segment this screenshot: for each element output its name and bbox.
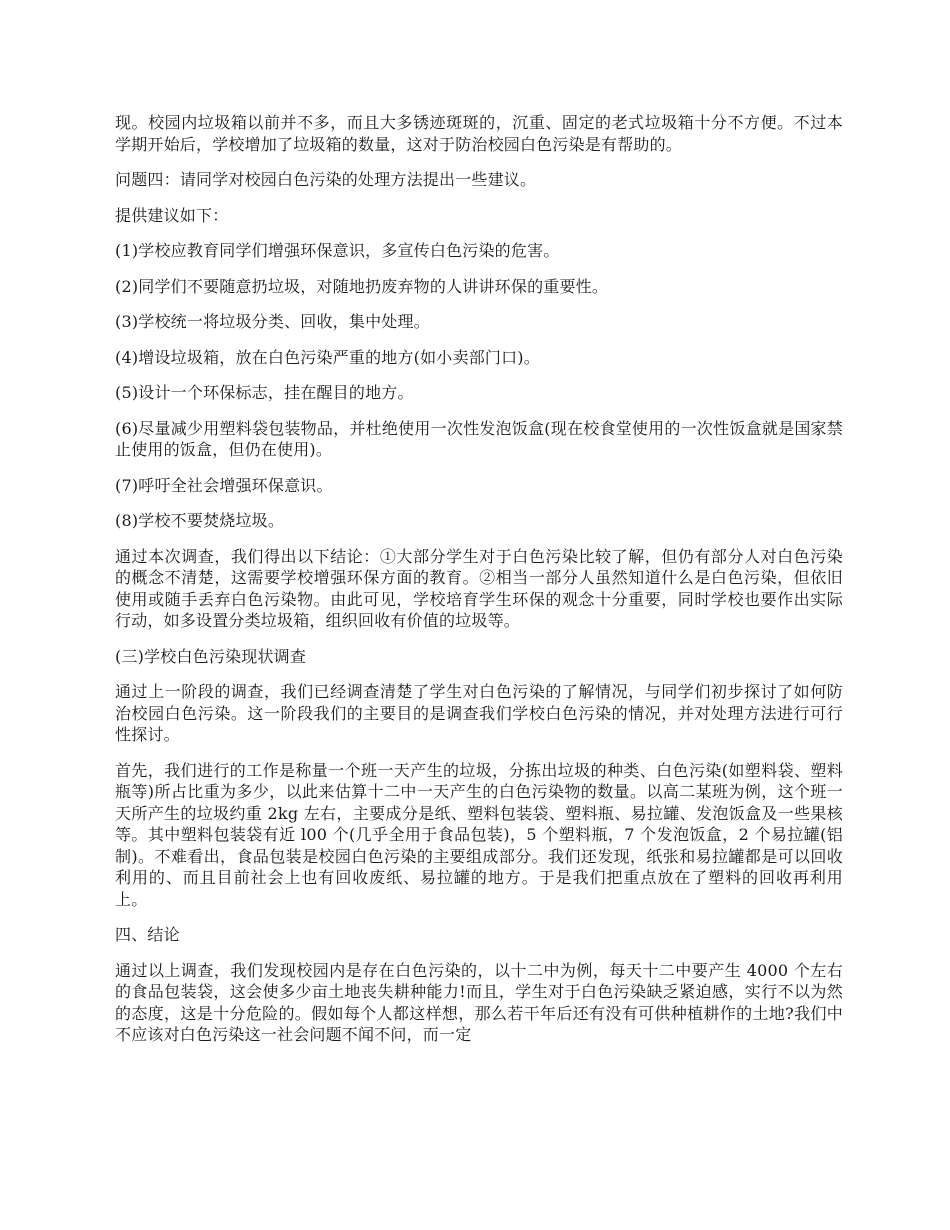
suggestion-item-1: (1)学校应教育同学们增强环保意识，多宣传白色污染的危害。	[115, 241, 560, 260]
section-three-intro: 通过上一阶段的调查，我们已经调查清楚了学生对白色污染的了解情况，与同学们初步探讨了如何防治校园白色污染。这一阶段我们的主要目的是调查我们学校白色污染的情况，并对处理方法进行可行性探讨。	[115, 682, 843, 744]
suggestion-item-3: (3)学校统一将垃圾分类、回收，集中处理。	[115, 312, 430, 331]
question-four-heading: 问题四：请同学对校园白色污染的处理方法提出一些建议。	[115, 170, 537, 189]
suggestion-item-8: (8)学校不要焚烧垃圾。	[115, 511, 285, 530]
section-three-heading: (三)学校白色污染现状调查	[115, 646, 307, 666]
document-body	[115, 112, 843, 1060]
suggestion-item-2: (2)同学们不要随意扔垃圾，对随地扔废弃物的人讲讲环保的重要性。	[115, 276, 609, 296]
survey-conclusion-paragraph: 通过本次调查，我们得出以下结论：①大部分学生对于白色污染比较了解，但仍有部分人对白色污染的概念不清楚，这需要学校增强环保方面的教育。②相当一部分人虽然知道什么是白色污染，但依旧使用或随手丢弃白色污染物。由此可见，学校培育学生环保的观念十分重要，同时学校也要作出实际行动，如多设置分类垃圾箱，组织回收有价值的垃圾等。	[115, 546, 843, 630]
suggestion-item-7: (7)呼吁全社会增强环保意识。	[115, 475, 333, 495]
section-three-findings: 首先，我们进行的工作是称量一个班一天产生的垃圾，分拣出垃圾的种类、白色污染(如塑料袋、塑料瓶等)所占比重为多少，以此来估算十二中一天产生的白色污染物的数量。以高二某班为例，这个班一天所产生的垃圾约重 2kg 左右，主要成分是纸、塑料包装袋、塑料瓶、易拉罐、发泡饭盒及一些果核等。其中塑料包装袋有近 l00 个(几乎全用于食品包装)，5 个塑料瓶，7 个发泡饭盒，2 个易拉罐(铝制)。不难看出，食品包装是校园白色污染的主要组成部分。我们还发现，纸张和易拉罐都是可以回收利用的、而且目前社会上也有回收废纸、易拉罐的地方。于是我们把重点放在了塑料的回收再利用上。	[115, 760, 843, 909]
paragraph-continuation: 现。校园内垃圾箱以前并不多，而且大多锈迹斑斑的，沉重、固定的老式垃圾箱十分不方便。不过本学期开始后，学校增加了垃圾箱的数量，这对于防治校园白色污染是有帮助的。	[115, 113, 843, 154]
suggestions-intro: 提供建议如下：	[115, 205, 229, 225]
suggestion-item-5: (5)设计一个环保标志，挂在醒目的地方。	[115, 383, 414, 402]
suggestion-item-6: (6)尽量减少用塑料袋包装物品，并杜绝使用一次性发泡饭盒(现在校食堂使用的一次性饭盒就是国家禁止使用的饭盒，但仍在使用)。	[115, 418, 843, 459]
suggestion-item-4: (4)增设垃圾箱，放在白色污染严重的地方(如小卖部门口)。	[115, 347, 540, 367]
section-four-body: 通过以上调查，我们发现校园内是存在白色污染的，以十二中为例，每天十二中要产生 4000 个左右的食品包装袋，这会使多少亩土地丧失耕种能力!而且，学生对于白色污染缺乏紧迫感，实行不以为然的态度，这是十分危险的。假如每个人都这样想，那么若干年后还有没有可供种植耕作的土地?我们中不应该对白色污染这一社会问题不闻不问，而一定	[115, 960, 843, 1044]
section-four-heading: 四、结论	[115, 925, 180, 944]
